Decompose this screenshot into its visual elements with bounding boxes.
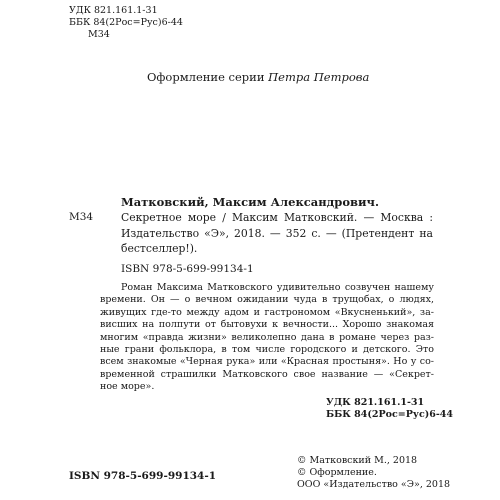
annotation-line: ные грани фольклора, в том числе городского и детского. Это <box>100 344 434 356</box>
annotation-line: ное море». <box>100 381 155 393</box>
catalog-description-line: Издательство «Э», 2018. — 352 с. — (Претендент на <box>121 226 433 240</box>
catalog-author: Матковский, Максим Александрович. <box>121 195 379 209</box>
catalog-description-line: бестселлер!). <box>121 242 198 255</box>
catalog-description-line: Секретное море / Максим Матковский. — Москва : <box>121 211 433 224</box>
annotation-line: времени. Он — о вечном ожидании чуда в трущобах, о людях, <box>100 294 434 306</box>
copyright-publisher: ООО «Издательство «Э», 2018 <box>297 479 451 490</box>
catalog-author-sign: М34 <box>69 211 94 223</box>
bbk-code: ББК 84(2Рос=Рус)6-44 <box>69 17 183 28</box>
annotation-line: всем знакомые «Черная рука» или «Красная простыня». Но у со- <box>100 356 434 368</box>
index-bbk: ББК 84(2Рос=Рус)6-44 <box>326 409 454 420</box>
index-udk: УДК 821.161.1-31 <box>326 397 425 408</box>
copyright-design: © Оформление. <box>297 467 377 478</box>
series-design-credit <box>147 70 369 84</box>
annotation-line: живущих где-то между адом и гастрономом «Вкусненький», за- <box>100 306 434 318</box>
annotation <box>100 282 434 394</box>
author-sign: М34 <box>88 29 110 40</box>
series-prefix: Оформление серии <box>147 70 269 84</box>
annotation-line: Роман Максима Матковского удивительно созвучен нашему <box>121 282 434 293</box>
annotation-line: временной страшилки Матковского свое название — «Секрет- <box>100 368 434 380</box>
annotation-line: многим «правда жизни» великолепно дана в романе через раз- <box>100 331 434 343</box>
catalog-isbn: ISBN 978-5-699-99134-1 <box>121 263 254 275</box>
series-designer: Петра Петрова <box>268 70 370 84</box>
catalog-description <box>121 210 433 257</box>
copyright-author: © Матковский М., 2018 <box>297 455 418 466</box>
footer-isbn: ISBN 978-5-699-99134-1 <box>69 470 217 482</box>
annotation-line: висших на полпути от бытовухи к вечности... Хорошо знакомая <box>100 319 434 331</box>
udk-code: УДК 821.161.1-31 <box>69 5 158 16</box>
